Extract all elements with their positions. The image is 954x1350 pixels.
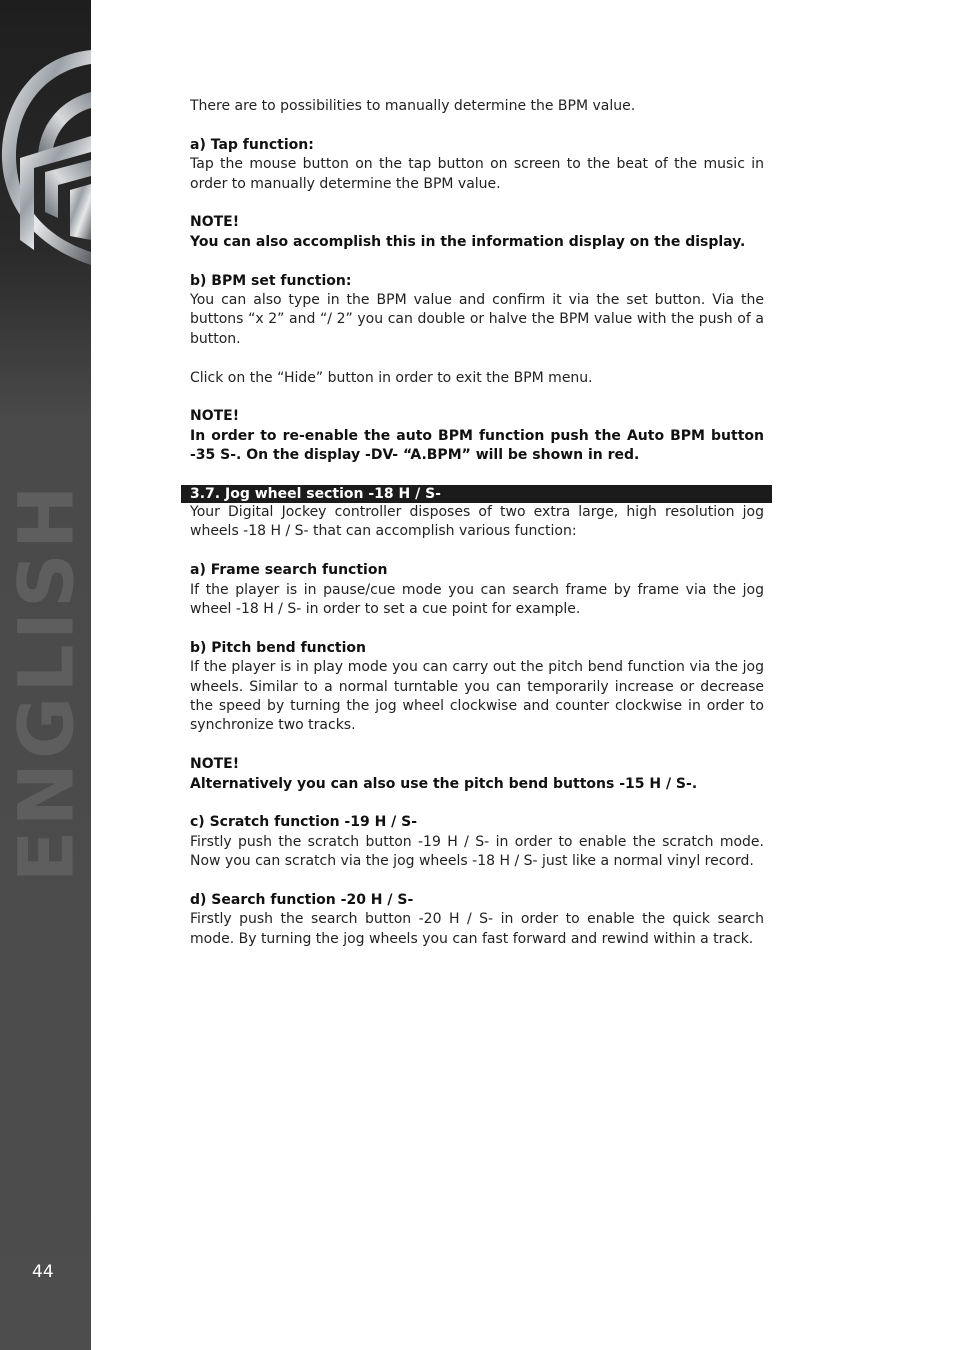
scratch-heading: c) Scratch function -19 H / S- [190,814,418,831]
frame-search-paragraph: If the player is in pause/cue mode you can search frame by frame via the jog wheel -18 H / S- in order to set a cue point for example. [190,581,764,618]
bpm-set-heading: b) BPM set function: [190,272,352,289]
search-paragraph: Firstly push the search button -20 H / S- in order to enable the quick search mode. By turning the jog wheels you can fast forward and rewind within a track. [190,911,764,947]
note-heading: NOTE! [190,408,240,425]
note-heading: NOTE! [190,214,240,231]
tap-paragraph: Tap the mouse button on the tap button on screen to the beat of the music in order to manually determine the BPM value. [190,156,764,192]
note-text: You can also accomplish this in the information display on the display. [190,233,746,250]
search-heading: d) Search function -20 H / S- [190,892,414,909]
hide-paragraph: Click on the “Hide” button in order to exit the BPM menu. [190,369,593,386]
language-label: ENGLISH [1,481,91,883]
pitch-bend-heading: b) Pitch bend function [190,639,366,656]
scratch-paragraph: Firstly push the scratch button -19 H / S- in order to enable the scratch mode. Now you can scratch via the jog wheels -18 H / S- just like a normal vinyl record. [190,833,764,870]
pitch-bend-paragraph: If the player is in play mode you can carry out the pitch bend function via the jog wheels. Similar to a normal turntable you can temporarily increase or decrease the speed by turning the jog wheel clockwise and counter clockwise in order to synchronize two tracks. [190,659,764,734]
note-text: Alternatively you can also use the pitch bend buttons -15 H / S-. [190,775,698,792]
section-title-bar: 3.7. Jog wheel section -18 H / S- [181,485,772,503]
page-number: 44 [32,1262,54,1282]
note-text: In order to re-enable the auto BPM function push the Auto BPM button -35 S-. On the display -DV- “A.BPM” will be shown in red. [190,427,764,464]
brand-logo-icon [0,40,91,280]
sidebar [0,0,91,1350]
bpm-set-paragraph: You can also type in the BPM value and confirm it via the set button. Via the buttons “x 2” and “/ 2” you can double or halve the BPM value with the push of a button. [190,292,764,347]
main-content [190,97,764,949]
section-intro-paragraph: Your Digital Jockey controller disposes of two extra large, high resolution jog wheels -18 H / S- that can accomplish various function: [190,504,764,540]
note-heading: NOTE! [190,756,240,773]
tap-heading: a) Tap function: [190,136,314,153]
intro-paragraph: There are to possibilities to manually determine the BPM value. [190,98,636,114]
frame-search-heading: a) Frame search function [190,562,388,579]
